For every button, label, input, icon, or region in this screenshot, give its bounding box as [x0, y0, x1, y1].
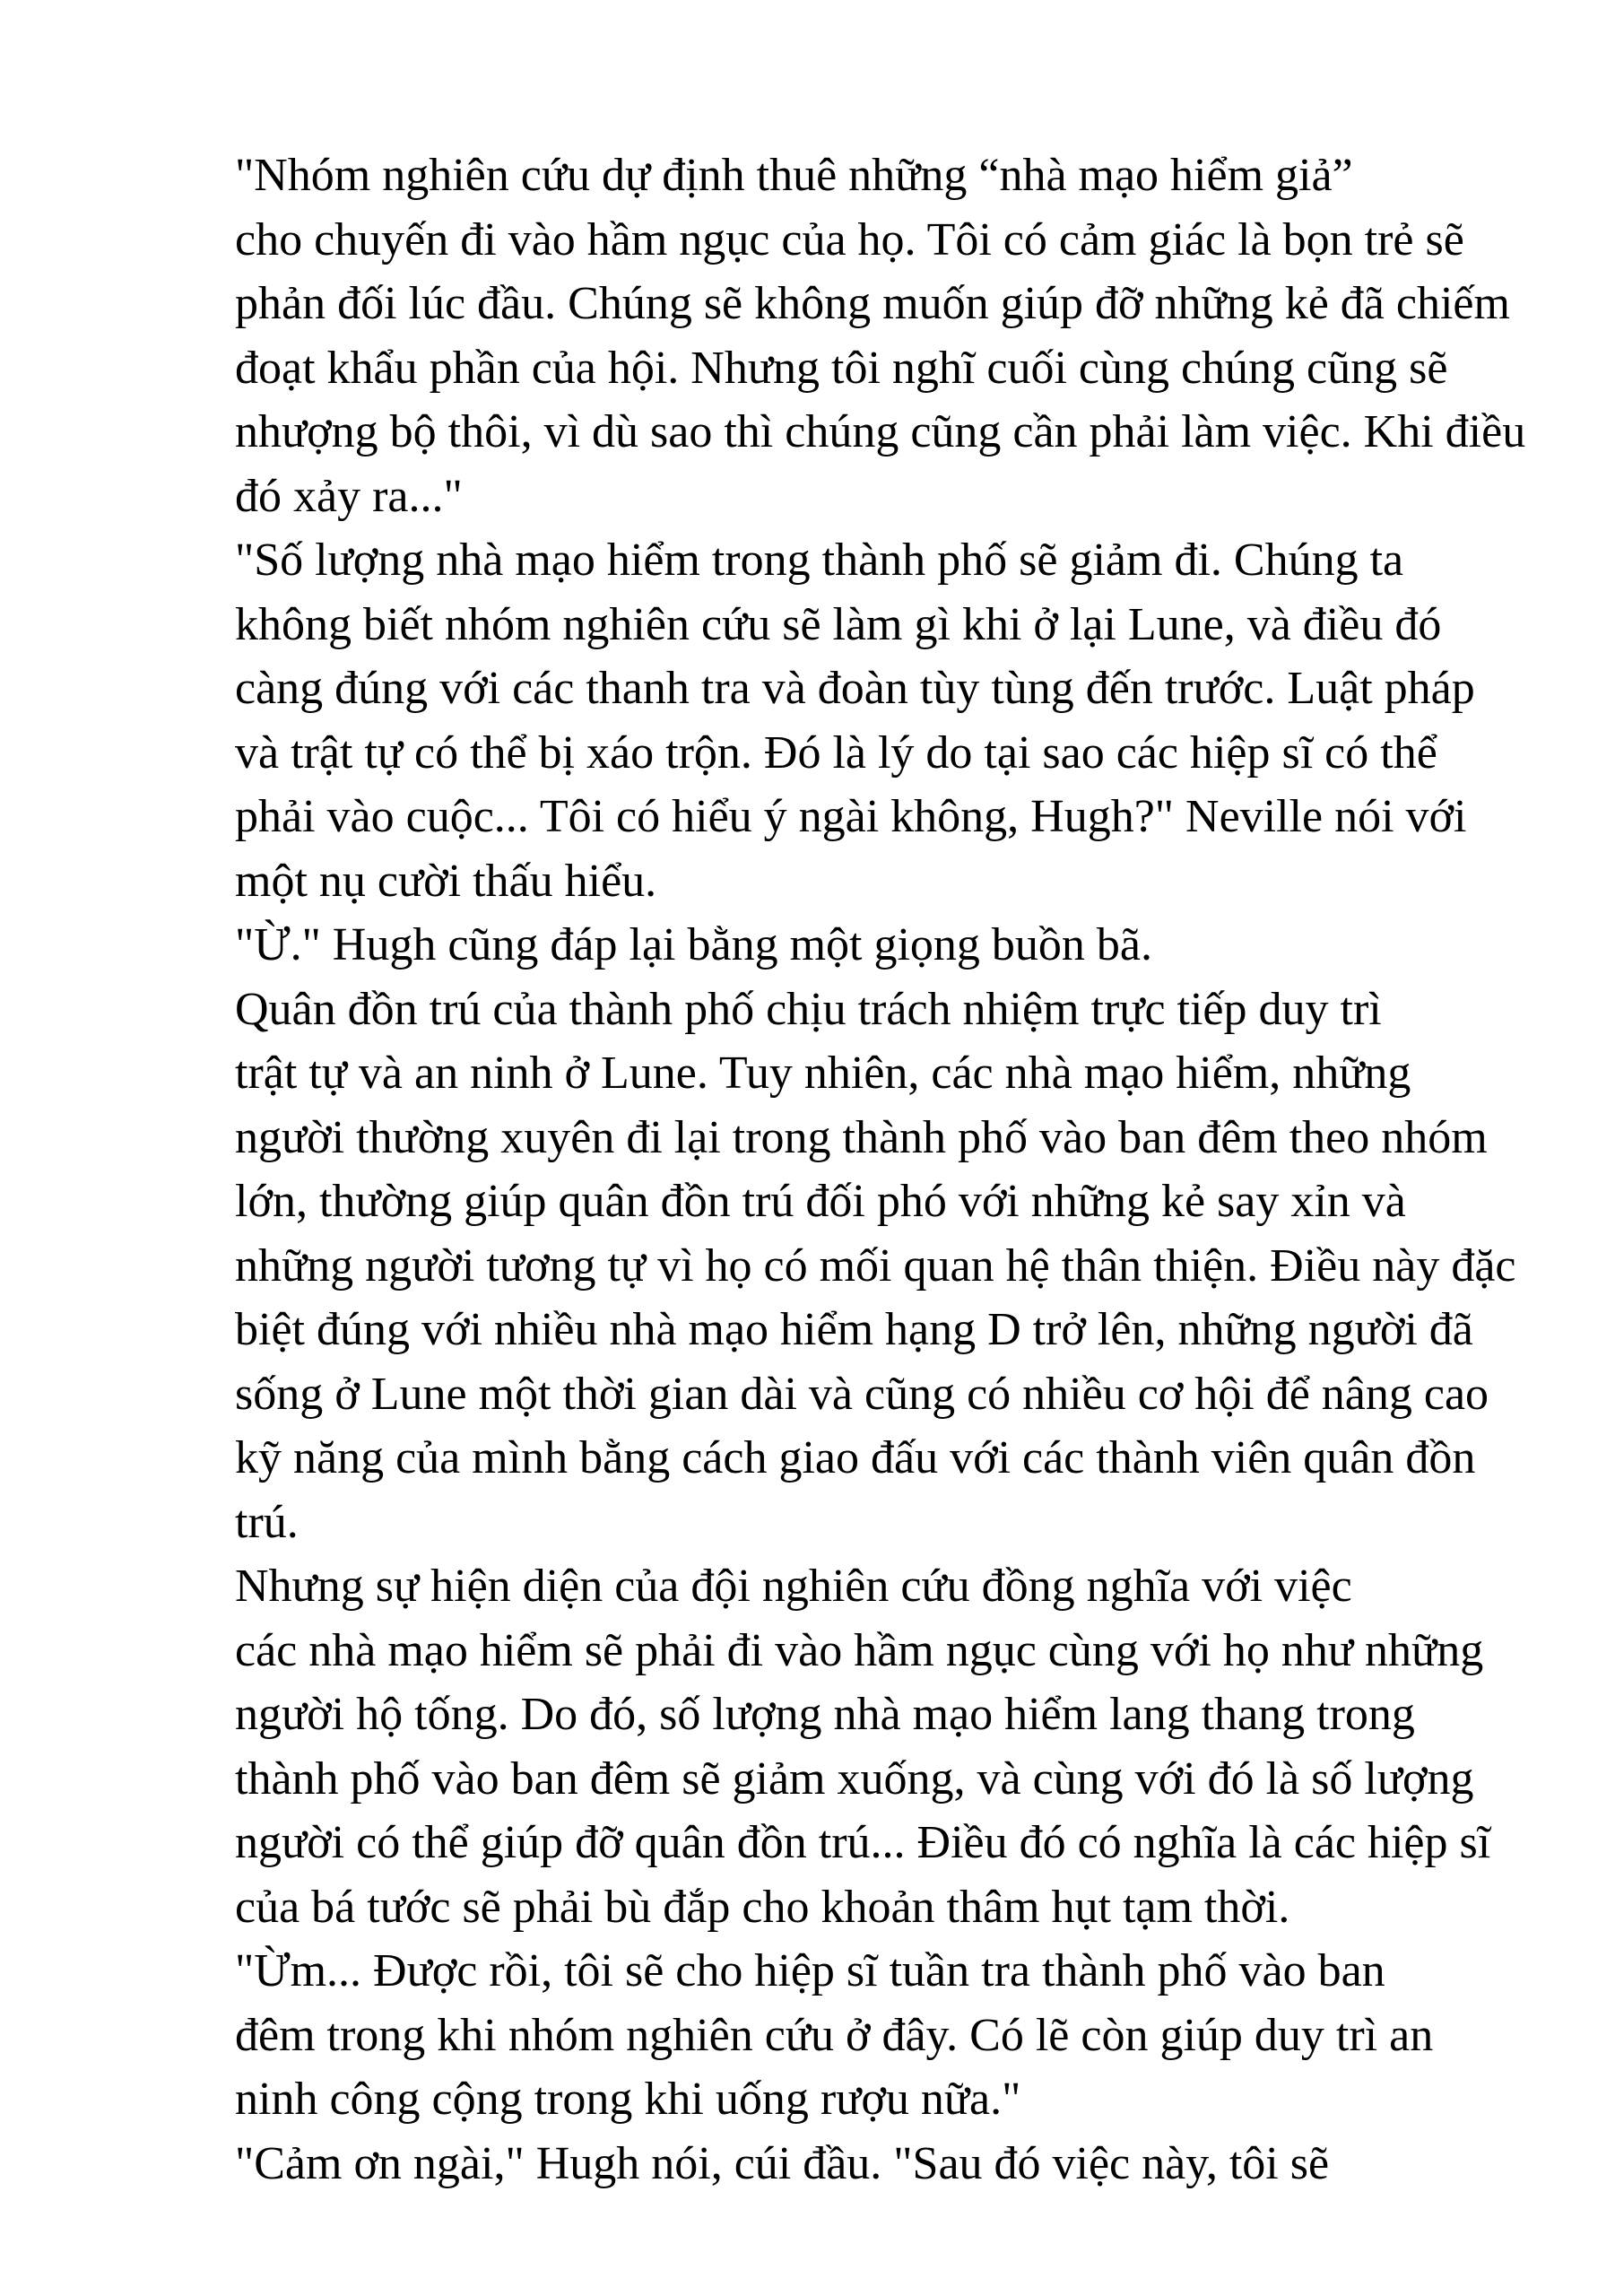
text-line: đoạt khẩu phần của hội. Nhưng tôi nghĩ cuối cùng chúng cũng sẽ	[235, 342, 1448, 394]
text-line: lớn, thường giúp quân đồn trú đối phó với những kẻ say xỉn và	[235, 1176, 1406, 1227]
text-line: đêm trong khi nhóm nghiên cứu ở đây. Có lẽ còn giúp duy trì an	[235, 2009, 1434, 2061]
document-body	[98, 144, 1550, 2196]
text-line: "Ừ." Hugh cũng đáp lại bằng một giọng buồn bã.	[235, 919, 1152, 970]
text-line: Nhưng sự hiện diện của đội nghiên cứu đồng nghĩa với việc	[235, 1561, 1352, 1612]
text-line: phản đối lúc đầu. Chúng sẽ không muốn giúp đỡ những kẻ đã chiếm	[235, 278, 1510, 329]
text-line: kỹ năng của mình bằng cách giao đấu với các thành viên quân đồn	[235, 1432, 1476, 1483]
text-line: không biết nhóm nghiên cứu sẽ làm gì khi ở lại Lune, và điều đó	[235, 598, 1442, 650]
text-line: các nhà mạo hiểm sẽ phải đi vào hầm ngục cùng với họ như những	[235, 1624, 1484, 1676]
text-line: những người tương tự vì họ có mối quan hệ thân thiện. Điều này đặc	[235, 1239, 1516, 1292]
paragraph-1	[98, 144, 1550, 528]
paragraph-6	[98, 1939, 1550, 2132]
paragraph-4	[98, 978, 1550, 1555]
text-line: đó xảy ra..."	[235, 470, 463, 522]
text-line: càng đúng với các thanh tra và đoàn tùy tùng đến trước. Luật pháp	[235, 663, 1475, 714]
text-line: "Số lượng nhà mạo hiểm trong thành phố sẽ giảm đi. Chúng ta	[235, 535, 1404, 586]
text-line: cho chuyến đi vào hầm ngục của họ. Tôi có cảm giác là bọn trẻ sẽ	[235, 213, 1464, 265]
paragraph-5	[98, 1554, 1550, 1939]
text-line: ninh công cộng trong khi uống rượu nữa."	[235, 2074, 1021, 2125]
text-line: của bá tước sẽ phải bù đắp cho khoản thâm hụt tạm thời.	[235, 1881, 1290, 1933]
text-line: người có thể giúp đỡ quân đồn trú... Điều đó có nghĩa là các hiệp sĩ	[235, 1817, 1491, 1868]
text-line: "Nhóm nghiên cứu dự định thuê những “nhà mạo hiểm giả”	[235, 150, 1353, 201]
text-line: Quân đồn trú của thành phố chịu trách nhiệm trực tiếp duy trì	[235, 983, 1382, 1035]
text-line: biệt đúng với nhiều nhà mạo hiểm hạng D trở lên, những người đã	[235, 1304, 1473, 1355]
text-line: và trật tự có thể bị xáo trộn. Đó là lý do tại sao các hiệp sĩ có thể	[235, 726, 1437, 778]
text-line: sống ở Lune một thời gian dài và cũng có nhiều cơ hội để nâng cao	[235, 1368, 1489, 1420]
paragraph-7	[98, 2132, 1550, 2196]
text-line: trật tự và an ninh ở Lune. Tuy nhiên, các nhà mạo hiểm, những	[235, 1048, 1411, 1099]
text-line: "Ừm... Được rồi, tôi sẽ cho hiệp sĩ tuần tra thành phố vào ban	[235, 1945, 1385, 1996]
text-line: trú.	[235, 1496, 299, 1548]
text-line: phải vào cuộc... Tôi có hiểu ý ngài không, Hugh?" Neville nói với	[235, 791, 1467, 842]
text-line: thành phố vào ban đêm sẽ giảm xuống, và cùng với đó là số lượng	[235, 1752, 1474, 1805]
text-line: một nụ cười thấu hiểu.	[235, 855, 657, 907]
paragraph-3	[98, 913, 1550, 978]
text-line: "Cảm ơn ngài," Hugh nói, cúi đầu. "Sau đó việc này, tôi sẽ	[235, 2137, 1330, 2189]
paragraph-2	[98, 528, 1550, 913]
text-line: người thường xuyên đi lại trong thành phố vào ban đêm theo nhóm	[235, 1111, 1488, 1163]
text-line: nhượng bộ thôi, vì dù sao thì chúng cũng cần phải làm việc. Khi điều	[235, 406, 1526, 457]
text-line: người hộ tống. Do đó, số lượng nhà mạo hiểm lang thang trong	[235, 1689, 1415, 1740]
